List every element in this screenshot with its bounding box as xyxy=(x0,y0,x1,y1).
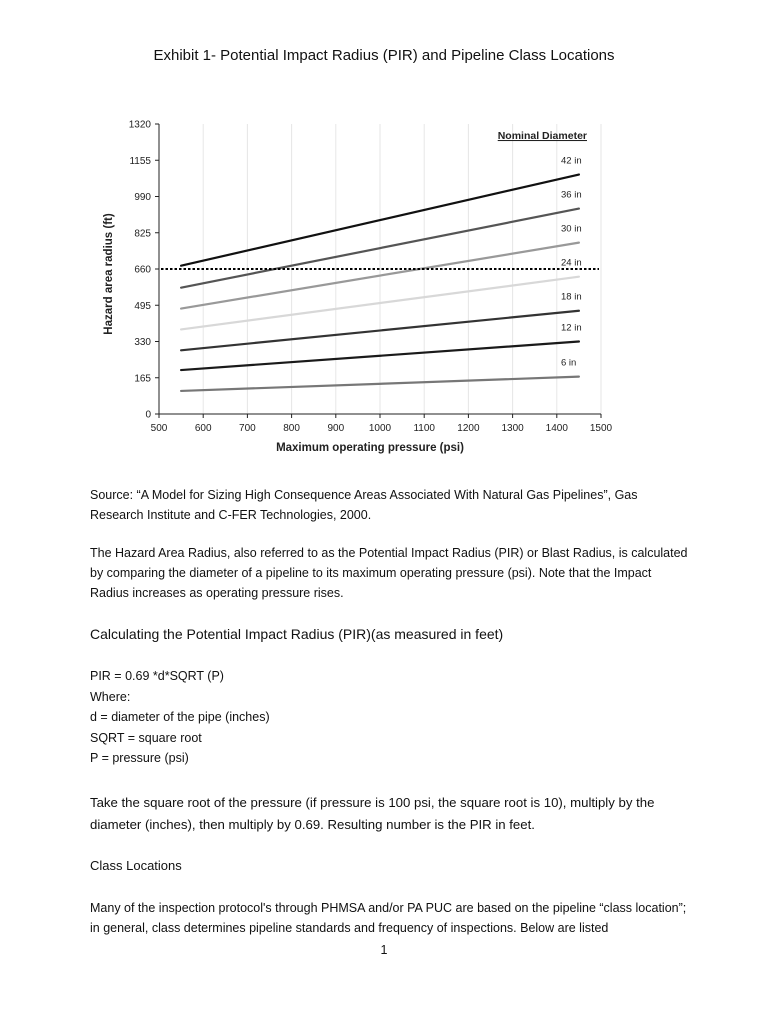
formula-equation: PIR = 0.69 *d*SQRT (P) xyxy=(90,669,224,683)
legend-entry: 36 in xyxy=(561,189,582,201)
legend-entry: 24 in xyxy=(561,257,582,269)
class-locations-heading: Class Locations xyxy=(90,858,182,873)
y-tick-label: 330 xyxy=(134,337,151,348)
chart-axes xyxy=(103,120,613,455)
formula-p-definition: P = pressure (psi) xyxy=(90,751,189,765)
instructions-paragraph: Take the square root of the pressure (if pressure is 100 psi, the square root is 10), multiply by the diameter (inches), then multiply by 0.69. Resulting number is the PIR in feet. xyxy=(90,795,655,832)
page-title: Exhibit 1- Potential Impact Radius (PIR) and Pipeline Class Locations xyxy=(153,47,615,64)
y-tick-label: 165 xyxy=(134,373,151,385)
legend-entry: 6 in xyxy=(561,357,577,369)
x-tick-label: 900 xyxy=(327,423,345,434)
y-tick-label: 825 xyxy=(134,228,151,240)
legend-entry: 12 in xyxy=(561,322,582,334)
legend-entry: 30 in xyxy=(561,223,582,235)
class-locations-paragraph: Many of the inspection protocol's through PHMSA and/or PA PUC are based on the pipeline “class location”; in general, class determines pipeline standards and frequency of inspections. Below are listed xyxy=(90,901,687,935)
source-citation: Source: “A Model for Sizing High Consequence Areas Associated With Natural Gas Pipelines”, Gas Research Institute and C-FER Technologies, 2000. xyxy=(90,488,638,522)
x-axis-label: Maximum operating pressure (psi) xyxy=(276,442,464,454)
x-tick-label: 1300 xyxy=(501,423,524,434)
legend-entry: 18 in xyxy=(561,291,582,303)
x-tick-label: 1100 xyxy=(413,423,435,434)
y-tick-label: 1155 xyxy=(129,155,151,167)
x-tick-label: 700 xyxy=(239,423,256,434)
y-axis-label: Hazard area radius (ft) xyxy=(103,213,115,335)
calculation-heading: Calculating the Potential Impact Radius (PIR)(as measured in feet) xyxy=(90,626,504,642)
x-tick-label: 500 xyxy=(150,423,168,434)
y-tick-label: 1320 xyxy=(128,119,151,131)
x-tick-label: 1500 xyxy=(589,423,613,434)
y-tick-label: 660 xyxy=(134,264,151,276)
x-tick-label: 1400 xyxy=(545,423,568,434)
x-tick-label: 1200 xyxy=(457,423,480,434)
x-tick-label: 800 xyxy=(283,423,300,434)
y-tick-label: 0 xyxy=(145,409,151,421)
hazard-radius-paragraph: The Hazard Area Radius, also referred to as the Potential Impact Radius (PIR) or Blast Radius, is calculated by comparing the diameter of a pipeline to its maximum operating pressure (psi). Note that the Impact Radius increases as operating pressure rises. xyxy=(90,546,688,600)
y-tick-label: 495 xyxy=(134,300,151,312)
formula-sqrt-definition: SQRT = square root xyxy=(90,730,202,745)
formula-d-definition: d = diameter of the pipe (inches) xyxy=(90,710,270,724)
formula-block xyxy=(90,666,270,769)
y-tick-label: 990 xyxy=(134,192,151,203)
x-tick-label: 600 xyxy=(194,423,212,434)
page-number: 1 xyxy=(380,943,388,957)
formula-where: Where: xyxy=(90,689,131,704)
legend-title: Nominal Diameter xyxy=(497,130,587,142)
legend-entry: 42 in xyxy=(561,155,582,167)
pir-chart xyxy=(95,112,625,462)
x-tick-label: 1000 xyxy=(368,423,392,434)
